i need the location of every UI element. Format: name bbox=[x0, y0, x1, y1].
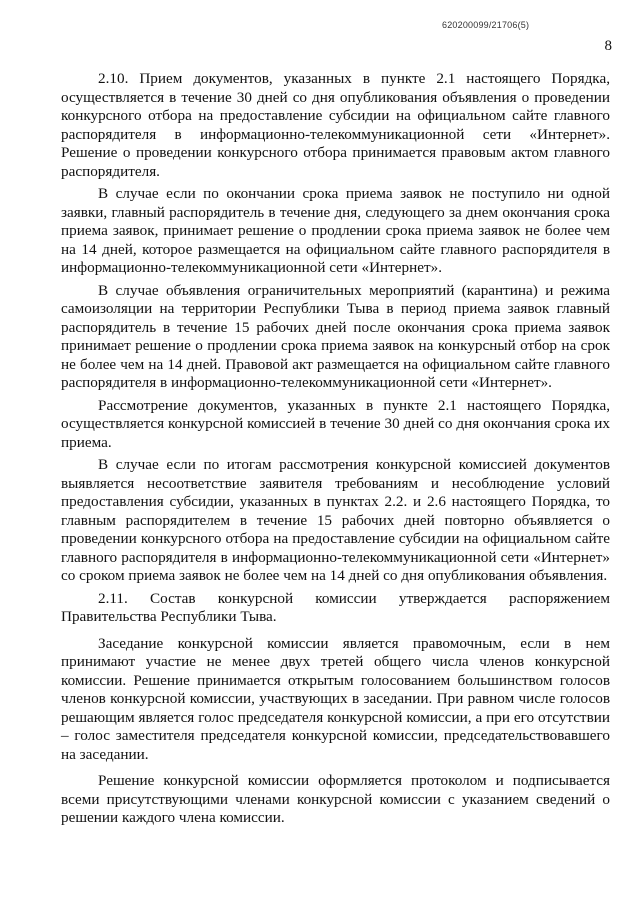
paragraph-2-11: 2.11. Состав конкурсной комиссии утверждается распоряжением Правительства Республики Тыва. bbox=[61, 589, 610, 625]
paragraph-review-documents: Рассмотрение документов, указанных в пункте 2.1 настоящего Порядка, осуществляется конкурсной комиссией в течение 30 дней со дня окончания срока их приема. bbox=[61, 396, 610, 451]
page-number: 8 bbox=[604, 38, 612, 54]
document-code: 620200099/21706(5) bbox=[442, 20, 530, 30]
paragraph-2-10: 2.10. Прием документов, указанных в пункте 2.1 настоящего Порядка, осуществляется в течение 30 дней со дня опубликования объявления о проведении конкурсного отбора на предоставление субсидии на официальном сайте главного распорядителя в информационно-телекоммуникационной сети «Интернет». Решение о проведении конкурсного отбора принимается правовым актом главного распорядителя. bbox=[61, 70, 610, 180]
paragraph-quorum: Заседание конкурсной комиссии является правомочным, если в нем принимают участие не менее двух третей общего числа членов конкурсной комиссии. Решение принимается открытым голосованием большинством голосов членов конкурсной комиссии, участвующих в заседании. При равном числе голосов решающим является голос председателя конкурсной комиссии, а при его отсутствии – голос заместителя председателя конкурсной комиссии, председательствовавшего на заседании. bbox=[61, 634, 610, 763]
paragraph-nonconformity: В случае если по итогам рассмотрения конкурсной комиссией документов выявляется несоответствие заявителя требованиям и несоблюдение условий предоставления субсидии, указанных в пунктах 2.2. и 2.6 настоящего Порядка, то главным распорядителем в течение 15 рабочих дней повторно объявляется о проведении конкурсного отбора на предоставление субсидии на официальном сайте главного распорядителя в информационно-телекоммуникационной сети «Интернет» со сроком приема заявок не более чем на 14 дней со дня опубликования объявления. bbox=[61, 456, 610, 584]
paragraph-protocol: Решение конкурсной комиссии оформляется протоколом и подписывается всеми присутствующими членами конкурсной комиссии с указанием сведений о решении каждого члена комиссии. bbox=[61, 772, 610, 826]
paragraph-no-applications: В случае если по окончании срока приема заявок не поступило ни одной заявки, главный распорядитель в течение дня, следующего за днем окончания срока приема заявок, принимает решение о продлении срока приема заявок не более чем на 14 дней, которое размещается на официальном сайте главного распорядителя в информационно-телекоммуникационной сети «Интернет». bbox=[61, 185, 610, 276]
document-body bbox=[61, 70, 610, 832]
paragraph-quarantine: В случае объявления ограничительных мероприятий (карантина) и режима самоизоляции на территории Республики Тыва в период приема заявок главный распорядитель в течение 15 рабочих дней после окончания срока приема заявок принимает решение о продлении срока приема заявок на конкурсный отбор на срок не более чем на 14 дней. Правовой акт размещается на официальном сайте главного распорядителя в информационно-телекоммуникационной сети «Интернет». bbox=[61, 281, 610, 391]
